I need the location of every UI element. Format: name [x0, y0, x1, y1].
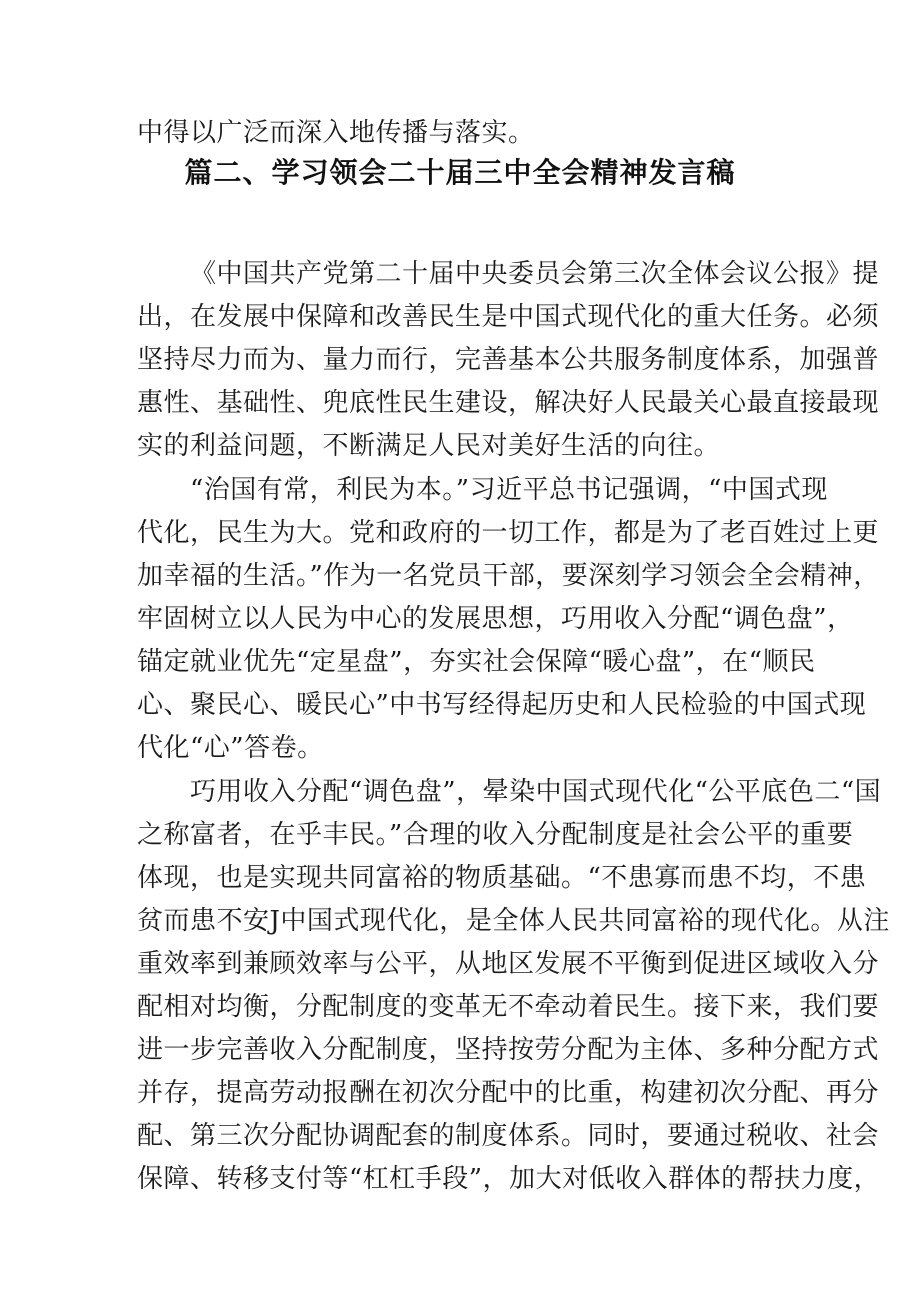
paragraph-line: 贫而患不安J中国式现代化，是全体人民共同富裕的现代化。从注	[137, 906, 890, 936]
paragraph-line: 体现，也是实现共同富裕的物质基础。“不患寡而患不均，不患	[137, 863, 867, 893]
paragraph-line: 之称富者，在乎丰民。”合理的收入分配制度是社会公平的重要	[137, 820, 854, 850]
paragraph-line: 《中国共产党第二十届中央委员会第三次全体会议公报》提	[190, 259, 880, 289]
paragraph-line: 巧用收入分配“调色盘”，晕染中国式现代化“公平底色二“国	[190, 777, 882, 807]
paragraph-line: 出，在发展中保障和改善民生是中国式现代化的重大任务。必须	[137, 302, 880, 332]
paragraph-line: 心、聚民心、暖民心”中书写经得起历史和人民检验的中国式现	[137, 690, 867, 720]
paragraph-line: 配、第三次分配协调配套的制度体系。同时，要通过税收、社会	[137, 1121, 880, 1151]
paragraph-line: 进一步完善收入分配制度，坚持按劳分配为主体、多种分配方式	[137, 1035, 880, 1065]
paragraph-line: 惠性、基础性、兜底性民生建设，解决好人民最关心最直接最现	[137, 388, 880, 418]
paragraph-line: 保障、转移支付等“杠杠手段”，加大对低收入群体的帮扶力度，	[137, 1164, 881, 1194]
continuation-line: 中得以广泛而深入地传播与落实。	[137, 118, 535, 148]
paragraph-line: 重效率到兼顾效率与公平，从地区发展不平衡到促进区域收入分	[137, 949, 880, 979]
paragraph-line: 配相对均衡，分配制度的变革无不牵动着民生。接下来，我们要	[137, 992, 880, 1022]
paragraph-line: 加幸福的生活。”作为一名党员干部，要深刻学习领会全会精神，	[137, 561, 880, 591]
paragraph-line: 代化“心”答卷。	[137, 733, 324, 763]
section-heading: 篇二、学习领会二十届三中全会精神发言稿	[184, 156, 736, 189]
paragraph-line: 并存，提高劳动报酬在初次分配中的比重，构建初次分配、再分	[137, 1078, 880, 1108]
paragraph-line: 实的利益问题，不断满足人民对美好生活的向往。	[137, 431, 721, 461]
paragraph-line: 代化，民生为大。党和政府的一切工作，都是为了老百姓过上更	[137, 518, 880, 548]
paragraph-line: 坚持尽力而为、量力而行，完善基本公共服务制度体系，加强普	[137, 345, 880, 375]
paragraph-line: “治国有常，利民为本。”习近平总书记强调，“中国式现	[190, 475, 828, 505]
paragraph-line: 牢固树立以人民为中心的发展思想，巧用收入分配“调色盘”，	[137, 604, 854, 634]
paragraph-line: 锚定就业优先“定星盘”，夯实社会保障“暖心盘”，在“顺民	[137, 647, 816, 677]
